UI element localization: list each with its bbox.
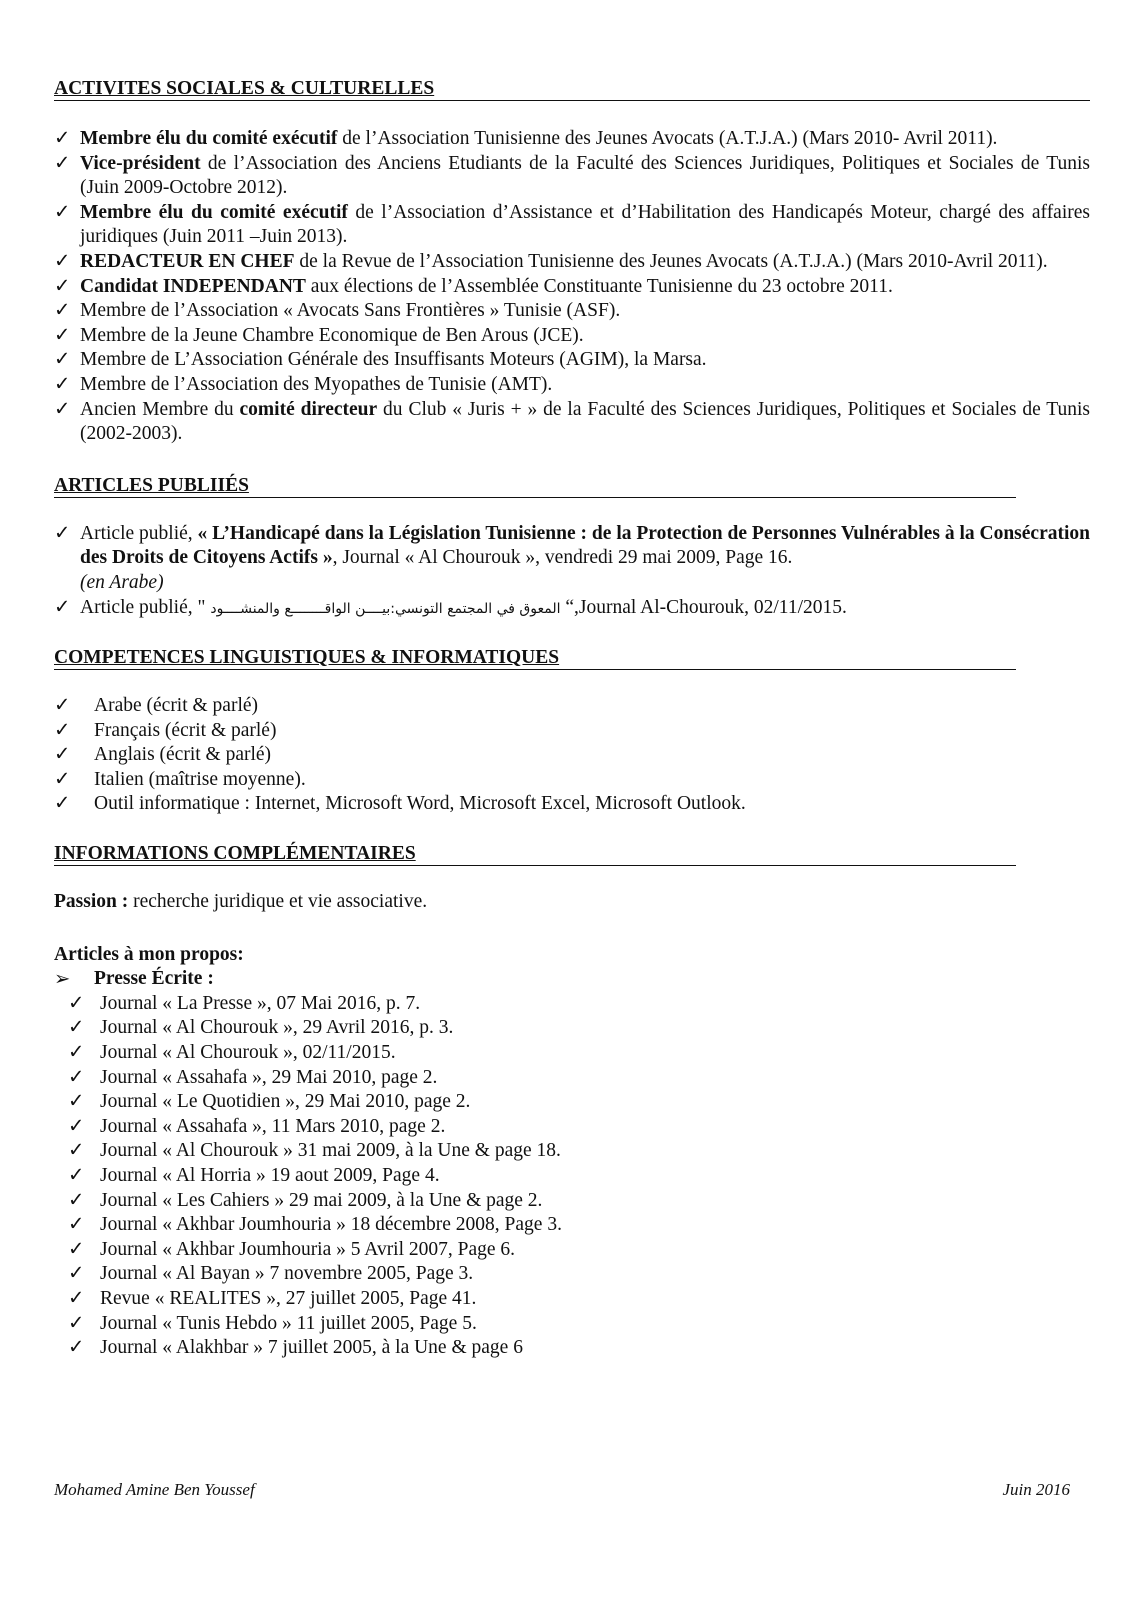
checkmark-icon: ✓ — [54, 793, 71, 815]
list-item: ✓ Français (écrit & parlé) — [54, 719, 1090, 744]
list-item: ✓ Membre de l’Association « Avocats Sans Frontières » Tunisie (ASF). — [54, 299, 1090, 324]
list-item: ✓ Article publié, « L’Handicapé dans la Législation Tunisienne : de la Protection de Personnes Vulnérables à la Consécration des Droits de Citoyens Actifs », Journal « Al Chourouk », vendredi 29 mai 2009, Page 16. (en Arabe) — [54, 522, 1090, 593]
checkmark-icon: ✓ — [68, 1312, 85, 1334]
checkmark-icon: ✓ — [68, 1263, 85, 1285]
list-item: ✓ Journal « Al Chourouk », 29 Avril 2016, p. 3. — [54, 1016, 1090, 1041]
checkmark-icon: ✓ — [54, 250, 71, 272]
list-item: ✓ Membre de l’Association des Myopathes de Tunisie (AMT). — [54, 373, 1090, 398]
checkmark-icon: ✓ — [68, 1238, 85, 1260]
checkmark-icon: ✓ — [54, 373, 71, 395]
list-item: ✓ Journal « Al Horria » 19 aout 2009, Page 4. — [54, 1164, 1090, 1189]
page-footer — [54, 1480, 1070, 1500]
checkmark-icon: ✓ — [54, 768, 71, 790]
section-title-activites: ACTIVITES SOCIALES & CULTURELLES — [54, 78, 1090, 101]
cv-page — [54, 78, 1090, 1361]
list-item: ✓ Journal « Al Chourouk » 31 mai 2009, à la Une & page 18. — [54, 1139, 1090, 1164]
checkmark-icon: ✓ — [68, 1115, 85, 1137]
list-item: ✓ Ancien Membre du comité directeur du Club « Juris + » de la Faculté des Sciences Juridiques, Politiques et Sociales de Tunis (2002-2003). — [54, 398, 1090, 445]
checkmark-icon: ✓ — [54, 324, 71, 346]
checkmark-icon: ✓ — [68, 1066, 85, 1088]
footer-author: Mohamed Amine Ben Youssef — [54, 1480, 255, 1499]
checkmark-icon: ✓ — [54, 152, 71, 174]
checkmark-icon: ✓ — [68, 992, 85, 1014]
checkmark-icon: ✓ — [54, 128, 71, 149]
checkmark-icon: ✓ — [54, 695, 71, 717]
list-item: ✓ Membre élu du comité exécutif de l’Association d’Assistance et d’Habilitation des Handicapés Moteur, chargé des affaires juridiques (Juin 2011 –Juin 2013). — [54, 201, 1090, 248]
activites-list — [54, 127, 1090, 447]
list-item: ✓ Journal « Le Quotidien », 29 Mai 2010, page 2. — [54, 1090, 1090, 1115]
footer-date: Juin 2016 — [1002, 1480, 1070, 1499]
list-item: ✓ Membre élu du comité exécutif de l’Association Tunisienne des Jeunes Avocats (A.T.J.A.) (Mars 2010- Avril 2011). — [54, 127, 1090, 152]
checkmark-icon: ✓ — [54, 275, 71, 297]
list-item: ✓ Membre de la Jeune Chambre Economique de Ben Arous (JCE). — [54, 324, 1090, 349]
checkmark-icon: ✓ — [54, 300, 71, 322]
list-item: ✓ Journal « Akhbar Joumhouria » 18 décembre 2008, Page 3. — [54, 1213, 1090, 1238]
checkmark-icon: ✓ — [54, 201, 71, 223]
checkmark-icon: ✓ — [68, 1140, 85, 1162]
list-item: ✓ Vice-président de l’Association des Anciens Etudiants de la Faculté des Sciences Juridiques, Politiques et Sociales de Tunis (Juin 2009-Octobre 2012). — [54, 152, 1090, 199]
list-item: ✓ Italien (maîtrise moyenne). — [54, 768, 1090, 793]
checkmark-icon: ✓ — [68, 1091, 85, 1113]
passion-line: Passion : recherche juridique et vie associative. — [54, 891, 428, 913]
section-title-competences: COMPETENCES LINGUISTIQUES & INFORMATIQUES — [54, 647, 1016, 670]
list-item: ✓ Journal « Al Bayan » 7 novembre 2005, Page 3. — [54, 1262, 1090, 1287]
presse-list — [54, 992, 1090, 1361]
list-item: ✓ Membre de L’Association Générale des Insuffisants Moteurs (AGIM), la Marsa. — [54, 348, 1090, 373]
list-item: ✓ Anglais (écrit & parlé) — [54, 743, 1090, 768]
list-item: ✓ Article publié, " المعوق في المجتمع التونسي:بيــــن الواقــــــــع والمنشــــود “,Journal Al-Chourouk, 02/11/2015. — [54, 596, 1090, 622]
list-item: ✓ Revue « REALITES », 27 juillet 2005, Page 41. — [54, 1287, 1090, 1312]
section-title-infos: INFORMATIONS COMPLÉMENTAIRES — [54, 843, 1016, 866]
checkmark-icon: ✓ — [54, 398, 71, 420]
checkmark-icon: ✓ — [68, 1042, 85, 1064]
list-item: ✓ Journal « Akhbar Joumhouria » 5 Avril 2007, Page 6. — [54, 1238, 1090, 1263]
section-title-articles: ARTICLES PUBLIIÉS — [54, 475, 1016, 498]
list-item: ✓ Journal « Al Chourouk », 02/11/2015. — [54, 1041, 1090, 1066]
checkmark-icon: ✓ — [68, 1287, 85, 1309]
articles-list — [54, 522, 1090, 621]
list-item: ✓ Journal « Alakhbar » 7 juillet 2005, à la Une & page 6 — [54, 1336, 1090, 1361]
list-item: ✓ Journal « Assahafa », 11 Mars 2010, page 2. — [54, 1115, 1090, 1140]
list-item: ✓ REDACTEUR EN CHEF de la Revue de l’Association Tunisienne des Jeunes Avocats (A.T.J.A.) (Mars 2010-Avril 2011). — [54, 250, 1090, 275]
presse-ecrite-label: ➢ Presse Écrite : — [54, 967, 214, 991]
checkmark-icon: ✓ — [54, 596, 71, 618]
checkmark-icon: ✓ — [68, 1214, 85, 1236]
arrow-bullet-icon: ➢ — [54, 967, 71, 991]
checkmark-icon: ✓ — [68, 1337, 85, 1359]
list-item: ✓ Journal « Assahafa », 29 Mai 2010, page 2. — [54, 1066, 1090, 1091]
list-item: ✓ Journal « La Presse », 07 Mai 2016, p. 7. — [54, 992, 1090, 1017]
checkmark-icon: ✓ — [54, 744, 71, 766]
list-item: ✓ Outil informatique : Internet, Microsoft Word, Microsoft Excel, Microsoft Outlook. — [54, 792, 1090, 817]
checkmark-icon: ✓ — [54, 719, 71, 741]
checkmark-icon: ✓ — [54, 349, 71, 371]
checkmark-icon: ✓ — [68, 1165, 85, 1186]
list-item: ✓ Journal « Les Cahiers » 29 mai 2009, à la Une & page 2. — [54, 1189, 1090, 1214]
checkmark-icon: ✓ — [68, 1189, 85, 1211]
list-item: ✓ Arabe (écrit & parlé) — [54, 694, 1090, 719]
list-item: ✓ Candidat INDEPENDANT aux élections de l’Assemblée Constituante Tunisienne du 23 octobre 2011. — [54, 275, 1090, 300]
competences-list — [54, 694, 1090, 817]
articles-propos-label: Articles à mon propos: — [54, 943, 244, 965]
checkmark-icon: ✓ — [54, 522, 71, 544]
list-item: ✓ Journal « Tunis Hebdo » 11 juillet 2005, Page 5. — [54, 1312, 1090, 1337]
checkmark-icon: ✓ — [68, 1017, 85, 1039]
